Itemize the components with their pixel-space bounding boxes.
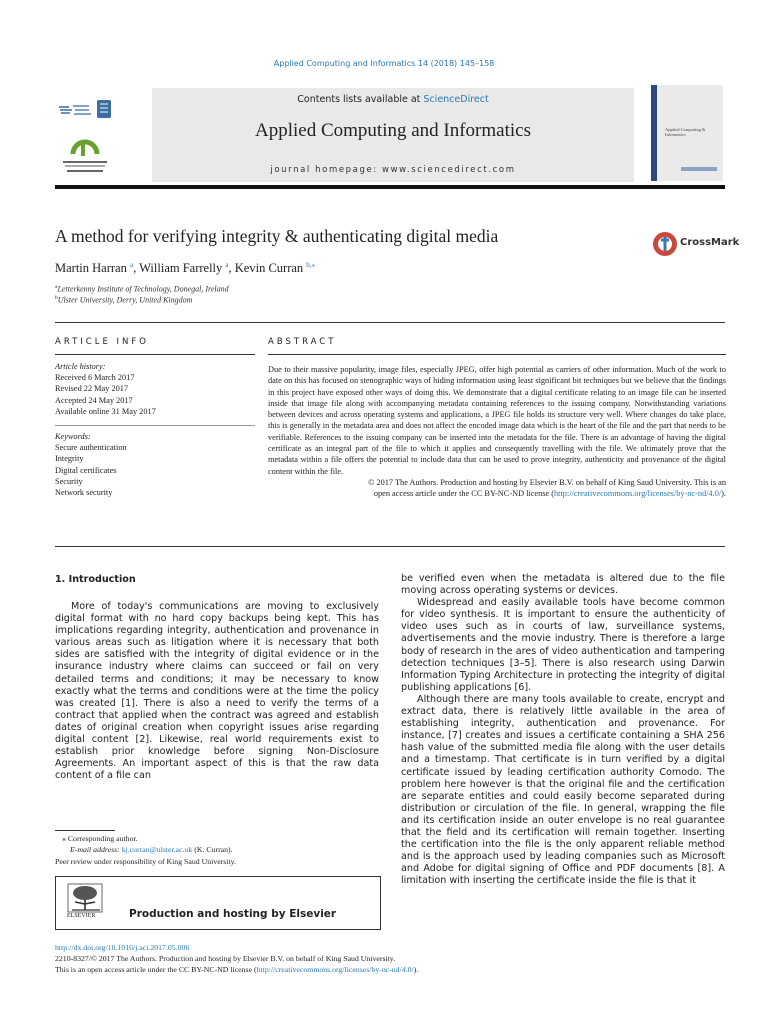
section-heading-introduction: 1. Introduction [55,574,136,585]
contents-line: Contents lists available at ScienceDirect [297,94,489,105]
sciencedirect-link[interactable]: ScienceDirect [423,94,489,105]
body-paragraph: More of today's communications are moving to exclusively digital format with no hard copy backups being kept. This has implications regarding integrity, authentication and provenance in various areas such as litigation where it is necessary that both sides are satisfied with the integrity of digital evidence or in the insurance industry where claims can succeed or fail on very detailed terms and conditions; it may be necessary to know exactly what the terms and conditions were at the time the policy was created [1]. There is also a need to verify the terms of a contract that applied when the contract was agreed and establish dates of original creation when copyright issues arise regarding digital content [2]. Likewise, real world requirements exist to establish prior knowledge before signing Non-Disclosure Agreements. An important aspect of this is that the raw data content of a file can [55,601,379,782]
author-mark[interactable]: a [129,261,134,269]
author-mark[interactable]: b,⁎ [306,261,316,269]
crossmark-label[interactable]: CrossMark [680,237,740,248]
history-item: Accepted 24 May 2017 [55,395,133,405]
article-history [55,361,255,417]
journal-reference[interactable]: Applied Computing and Informatics 14 (2018) 145–158 [273,59,495,68]
intro-left-column [55,601,379,782]
history-item: Revised 22 May 2017 [55,384,129,394]
email-link[interactable]: kj.curran@ulster.ac.uk [121,845,193,854]
open-access-note: This is an open access article under the CC BY-NC-ND license (http://creativecommons.org/licenses/by-nc-nd/4.0/). [55,965,419,974]
article-info-rule [55,354,255,355]
history-item: Available online 31 May 2017 [55,406,156,416]
doi-link[interactable]: http://dx.doi.org/10.1016/j.aci.2017.05.006 [55,943,190,952]
body-paragraph: Although there are many tools available to create, encrypt and extract data, there is relatively little available in the area of establishing integrity, authentication and provenance. For instance, [7] creates and issues a certificate containing a SHA 256 hash value of the submitted media file along with the user details and a timestamp. That certificate is in turn verified by a digital certificate issued by leading certification authority Comodo. The problem here however is that the original file and the certification are separate entities and could easily become separated during distribution or circulation of the file. In general, wrapping the file and its certification inside an outer envelope is no real guarantee that the field and its certification will remain together. Inserting the certification into the file is the only apparent reliable method and is the approach used by leading companies such as Microsoft and Adobe for digital signing of Office and PDF documents [8]. A limitation with inserting the certificate inside the file is that it [401,693,725,887]
journal-title: Applied Computing and Informatics [255,120,531,141]
keywords [55,431,255,498]
cover-bar [681,167,717,171]
journal-cover-thumbnail[interactable] [651,85,723,181]
history-item: Received 6 March 2017 [55,373,135,383]
email-note: E-mail address: kj.curran@ulster.ac.uk (K. Curran). [70,845,233,854]
author-name[interactable]: Martin Harran [55,261,127,276]
affiliation: $^b$Ulster University, Derry, United Kingdom [55,295,193,305]
abstract-bottom-rule [55,546,725,547]
license-link[interactable]: http://creativecommons.org/licenses/by-nc-nd/4.0/ [554,489,722,499]
keyword: Integrity [55,454,84,464]
footnote-rule [55,830,115,831]
author-mark[interactable]: a [225,261,229,269]
corresponding-author-note: ⁎ Corresponding author. [62,834,138,843]
keywords-label: Keywords: [55,432,91,441]
author-name[interactable]: William Farrelly [139,261,223,276]
keyword: Network security [55,488,113,498]
header-rule [55,185,725,189]
body-paragraph: be verified even when the metadata is altered due to the file moving across operating systems or devices. [401,573,725,597]
saudi-computer-society-logo-icon [55,128,117,174]
cover-title: Applied Computing & Informatics [665,127,706,137]
journal-homepage[interactable]: journal homepage: www.sciencedirect.com [270,165,516,175]
abstract-heading: ABSTRACT [268,337,337,347]
keyword: Digital certificates [55,465,117,475]
peer-review-note: Peer review under responsibility of King Saud University. [55,857,236,866]
abstract-text: Due to their massive popularity, image files, especially JPEG, offer high potential as carriers of other information. Much of the work to date on this has focused on stenographic ways of hiding information using least significant bit techniques but we believe that the findings in this project have exposed other ways of doing this. We demonstrate that a digital certificate relating to an image file can be inserted inside that image file along with accompanying metadata containing references to the issuing company. Notwithstanding variations between devices and across operating systems and applications, a JPEG file holds its structure very well. Where changes do take place, this is generally in the metadata area and does not affect the encoded image data which is the heart of the file and the part that needs to be verifiable. References to the issuing company can be inserted into the metadata for the file. There is an advantage of having the digital certificate as an integral part of the file to which it applies and consequently travelling with the file. We ultimately prove that the metadata within a file offers the potential to include data that can be used to prove integrity, authenticity and provenance of the digital content within the file. © 2017 The Authors. Production and hosting by Elsevier B.V. on behalf of King Saud University. This is an open access article under the CC BY-NC-ND license (http://creativecommons.org/licenses/by-nc-nd/4.0/). [268,365,726,499]
keywords-rule [55,425,255,426]
title-rule [55,322,725,323]
affiliation: $^a$Letterkenny Institute of Technology, Donegal, Ireland [55,284,229,294]
paper-title: A method for verifying integrity & authenticating digital media [55,226,499,246]
keyword: Security [55,476,83,486]
keyword: Secure authentication [55,443,127,453]
abstract-rule [268,354,726,355]
king-saud-university-logo-icon [55,98,113,122]
production-hosting-label: Production and hosting by Elsevier [129,908,337,920]
license-link[interactable]: http://creativecommons.org/licenses/by-nc-nd/4.0/ [256,965,414,974]
article-info-heading: ARTICLE INFO [55,337,149,347]
author-name[interactable]: Kevin Curran [234,261,304,276]
author-list: Martin Harran $^a$, William Farrelly $^a$, Kevin Curran $^{b,⁎}$ [55,261,316,276]
intro-right-column [401,573,725,887]
abstract-copyright: © 2017 The Authors. Production and hosting by Elsevier B.V. on behalf of King Saud University. This is an open access article under the CC BY-NC-ND license (http://creativecommons.org/licenses/by-nc-nd/4.0/). [368,477,726,499]
article-history-label: Article history: [55,362,106,371]
issn-copyright: 2210-8327/© 2017 The Authors. Production and hosting by Elsevier B.V. on behalf of King Saud University. [55,954,396,963]
body-paragraph: Widespread and easily available tools have become common for video synthesis. It is important to ensure the authenticity of video uses such as in courts of law, surveillance systems, advertisements and the movie industry. There is therefore a large body of research in the ares of video authentication and tampering detection techniques [3–5]. There is also research using Darwin Information Typing Architecture in protecting the integrity of digital publishing applications [6]. [401,597,725,693]
elsevier-wordmark: ELSEVIER [67,913,96,919]
